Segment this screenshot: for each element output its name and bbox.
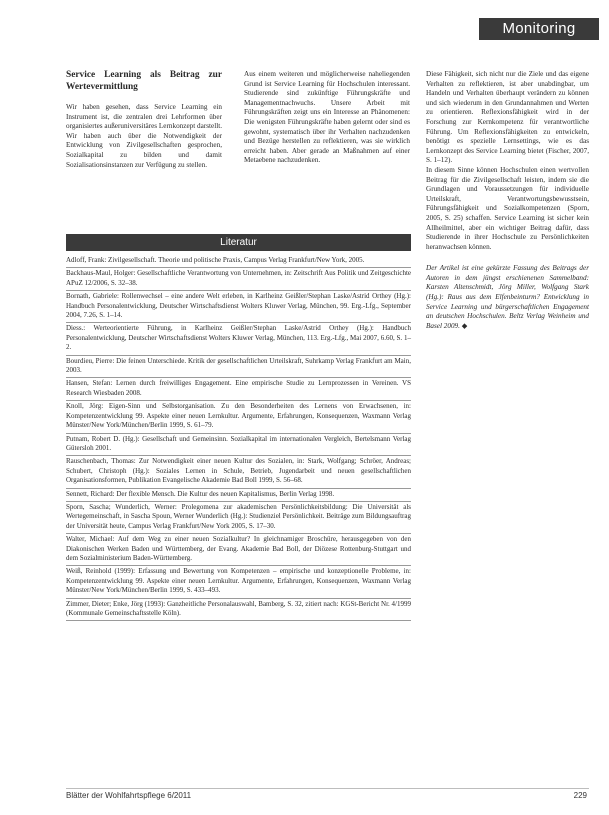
footer-divider <box>66 788 589 789</box>
end-mark-icon: ◆ <box>461 321 468 330</box>
article-note-text: Der Artikel ist eine gekürzte Fassung des Beitrags der Autoren in dem jüngst erschienenen Sammelband: Karsten Altenschmidt, Jörg Miller, Wolfgang Stark (Hg.): Raus aus dem Elfenbeinturm? Entwicklung in Service Learning und bürgerschaftlichen Engagement an deutschen Hochschulen. Beltz Verlag Weinheim und Basel 2009. <box>426 264 589 330</box>
literature-entry: Bourdieu, Pierre: Die feinen Unterschiede. Kritik der gesellschaftlichen Urteilskraft, Suhrkamp Verlag Frankfurt am Main, 2003. <box>66 356 411 379</box>
literature-header: Literatur <box>66 234 411 251</box>
article-paragraph: Diese Fähigkeit, sich nicht nur die Ziele und das eigene Verhalten zu reflektieren, ist aber unabdingbar, um Handeln und Verhalten überhaupt verändern zu können und sich wiederum in den Grundannahmen und Werten zu orientieren. Reflexionsfähigkeit wird in der Forschung zur Kernkompetenz für verantwortliche Führung. Um Reflexionsfähigkeiten zu entwickeln, benötigt es spezielle Lernsettings, wie es das Lernkonzept des Service Learning bietet (Fischer, 2007, S. 1–12). <box>426 70 589 165</box>
literature-entry: Hansen, Stefan: Lernen durch freiwilliges Engagement. Eine empirische Studie zu Lernprozessen in Vereinen. VS Research Wiesbaden 2008. <box>66 378 411 401</box>
footer-journal: Blätter der Wohlfahrtspflege 6/2011 <box>66 791 192 800</box>
literature-entry: Bornath, Gabriele: Rollenwechsel – eine andere Welt erleben, in Karlheinz Geißler/Stephan Laske/Astrid Orthey (Hg.): Handbuch Personalentwicklung, Deutscher Wirtschaftsdienst Wolters Kluwer Verlag, München, 99. Erg.-Lfg., September 2004, 7.26, S. 1–14. <box>66 291 411 323</box>
article-column-3 <box>426 70 589 331</box>
literature-entry: Adloff, Frank: Zivilgesellschaft. Theorie und politische Praxis, Campus Verlag Frankfurt/New York, 2005. <box>66 255 411 268</box>
article-paragraph: Aus einem weiteren und möglicherweise naheliegenden Grund ist Service Learning für Hochschulen interessant. Studierende sind zukünftige Führungskräfte und Managementnachwuchs. Unsere Arbeit mit Führungskräften zeigt uns ein Interesse an Phänomenen: Die wenigsten Führungskräfte haben gelernt oder sind es gewohnt, systematisch über ihr Verhalten nachzudenken und Bezüge herstellen zu reflektieren, was sie wirklich erreicht haben. Aber gerade an Maßnahmen auf einer Metaebene nachzudenken. <box>244 70 410 165</box>
article-column-1 <box>66 70 222 170</box>
literature-entry: Backhaus-Maul, Holger: Gesellschaftliche Verantwortung von Unternehmen, in: Zeitschrift Aus Politik und Zeitgeschichte APuZ 12/2006, S. 32–38. <box>66 268 411 291</box>
literature-box <box>66 234 411 720</box>
literature-entry: Sennett, Richard: Der flexible Mensch. Die Kultur des neuen Kapitalismus, Berlin Verlag 1998. <box>66 489 411 502</box>
article-column-2 <box>244 70 410 166</box>
literature-entry: Rauschenbach, Thomas: Zur Notwendigkeit einer neuen Kultur des Sozialen, in: Stark, Wolfgang; Schröer, Andreas; Schubert, Christoph (Hg.): Soziales Lernen in Schule, Betrieb, Jugendarbeit und neuen gesellschaftlichen Organisationsformen, Publikation Evangelische Akademie Bad Boll 1999, S. 56–68. <box>66 456 411 488</box>
literature-entry: Sporn, Sascha; Wunderlich, Werner: Prolegomena zur akademischen Persönlichkeitsbildung: Die Universität als Wertegemeinschaft, in Sascha Spoun, Werner Wunderlich (Hg.): Studienziel Persönlichkeit. Beiträge zum Bildungsauftrag der Universität heute, Campus Verlag Frankfurt/New York 2005, S. 17–30. <box>66 502 411 534</box>
article-heading: Service Learning als Beitrag zur Wertevermittlung <box>66 70 222 92</box>
literature-list <box>66 251 411 621</box>
article-paragraph: In diesem Sinne können Hochschulen einen wertvollen Beitrag für die Zivilgesellschaft leisten, indem sie die Grundlagen und Voraussetzungen für individuelle Urteilskraft, Verantwortungsbewusstsein, Führungsfähigkeit und Sozialkompetenzen (Sporn, 2005, S. 25) schaffen. Service Learning ist sicher kein Allheilmittel, aber ein wichtiger Beitrag dafür, dass Studierende in ihrer Hochschule zu Persönlichkeiten heranwachsen können. <box>426 165 589 251</box>
page-number: 229 <box>573 791 587 800</box>
article-paragraph: Wir haben gesehen, dass Service Learning ein Instrument ist, die zentralen drei Lehrformen über organisiertes außeruniversitäres Lernkonzept darstellt. Wir haben auch über die Notwendigkeit der Entwicklung von Zivilgesellschaften gesprochen, Sozialkapital zu bilden und damit Sozialisationsinstanzen zur Verfügung zu stellen. <box>66 103 222 169</box>
article-note <box>426 264 589 331</box>
literature-entry: Diess.: Werteorientierte Führung, in Karlheinz Geißler/Stephan Laske/Astrid Orthey (Hg.): Handbuch Personalentwicklung, Deutscher Wirtschaftsdienst Wolters Kluwer Verlag, München, 113. Erg.-Lfg., Mai 2007, 6.60, S. 1–2. <box>66 323 411 355</box>
literature-entry: Zimmer, Dieter; Enke, Jörg (1993): Ganzheitliche Personalauswahl, Bamberg, S. 32, zitiert nach: KGSt-Bericht Nr. 4/1999 (Kommunale Gemeinschaftsstelle Köln). <box>66 599 411 622</box>
literature-entry: Knoll, Jörg: Eigen-Sinn und Selbstorganisation. Zu den Besonderheiten des Lernens von Erwachsenen, in: Kompetenzentwicklung 99. Aspekte einer neuen Lernkultur. Argumente, Erfahrungen, Konsequenzen, Waxmann Verlag Münster/New York/München/Berlin 1999, S. 61–79. <box>66 401 411 433</box>
literature-entry: Walter, Michael: Auf dem Weg zu einer neuen Sozialkultur? In gleichnamiger Broschüre, herausgegeben von den Diakonischen Werken Baden und Württemberg, der Evang. Akademie Bad Boll, der Diözese Rottenburg-Stuttgart und dem Sozialministerium Baden-Württemberg. <box>66 534 411 566</box>
literature-entry: Putnam, Robert D. (Hg.): Gesellschaft und Gemeinsinn. Sozialkapital im internationalen Vergleich, Bertelsmann Verlag Gütersloh 2001. <box>66 434 411 457</box>
literature-entry: Weiß, Reinhold (1999): Erfassung und Bewertung von Kompetenzen – empirische und konzeptionelle Probleme, in: Kompetenzentwicklung 99. Aspekte einer neuen Lernkultur. Argumente, Erfahrungen, Konsequenzen, Waxmann Verlag Münster/New York/München/Berlin 1999, S. 433–493. <box>66 566 411 598</box>
section-label: Monitoring <box>479 18 599 40</box>
